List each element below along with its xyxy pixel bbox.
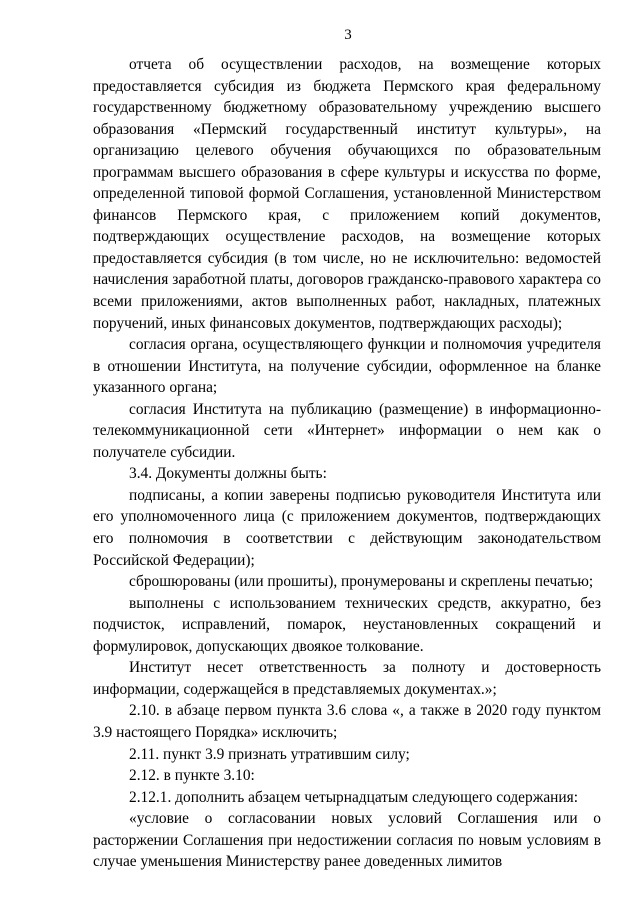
page-number: 3 xyxy=(344,27,352,43)
paragraph-13: «условие о согласовании новых условий Соглашения или о расторжении Соглашения при недостижении согласия по новым условиям в случае уменьшения Министерству ранее доведенных лимитов xyxy=(93,810,601,871)
paragraph-8: Институт несет ответственность за полноту и достоверность информации, содержащейся в представляемых документах.»; xyxy=(93,659,601,698)
paragraph-9: 2.10. в абзаце первом пункта 3.6 слова «, а также в 2020 году пунктом 3.9 настоящего Порядка» исключить; xyxy=(93,702,601,741)
paragraph-5: подписаны, а копии заверены подписью руководителя Института или его уполномоченного лица (с приложением документов, подтверждающих его полномочия в соответствии с действующим законодательством Российской Федерации); xyxy=(93,486,601,569)
paragraph-7: выполнены с использованием технических средств, аккуратно, без подчисток, исправлений, помарок, неустановленных сокращений и формулировок, допускающих двоякое толкование. xyxy=(93,594,601,655)
paragraph-1: отчета об осуществлении расходов, на возмещение которых предоставляется субсидия из бюджета Пермского края федеральному государственному бюджетному образовательному учреждению высшего образования «Пермский государственный институт культуры», на организацию целевого обучения обучающихся по образовательным программам высшего образования в сфере культуры и искусства по форме, определенной типовой формой Соглашения, установленной Министерством финансов Пермского края, с приложением копий документов, подтверждающих осуществление расходов, на возмещение которых предоставляется субсидия (в том числе, но не исключительно: ведомостей начисления заработной платы, договоров гражданско-правового характера со всеми приложениями, актов выполненных работ, накладных, платежных поручений, иных финансовых документов, подтверждающих расходы); xyxy=(93,56,601,332)
paragraph-3: согласия Института на публикацию (размещение) в информационно-телекоммуникационной сети «Интернет» информации о нем как о получателе субсидии. xyxy=(93,400,601,461)
paragraph-4: 3.4. Документы должны быть: xyxy=(129,465,327,483)
paragraph-10: 2.11. пункт 3.9 признать утратившим силу; xyxy=(129,745,410,763)
document-body xyxy=(93,54,601,873)
paragraph-6: сброшюрованы (или прошиты), пронумерованы и скреплены печатью; xyxy=(129,573,594,591)
paragraph-11: 2.12. в пункте 3.10: xyxy=(129,767,255,785)
paragraph-12: 2.12.1. дополнить абзацем четырнадцатым следующего содержания: xyxy=(129,788,579,806)
paragraph-2: согласия органа, осуществляющего функции и полномочия учредителя в отношении Института, на получение субсидии, оформленное на бланке указанного органа; xyxy=(93,336,601,397)
